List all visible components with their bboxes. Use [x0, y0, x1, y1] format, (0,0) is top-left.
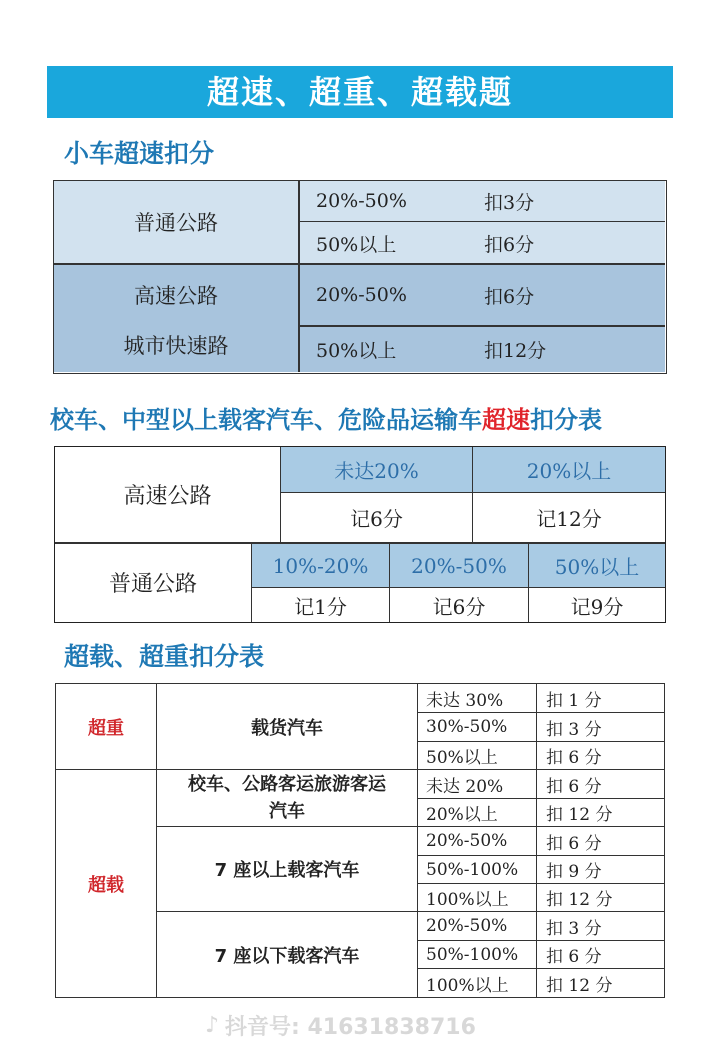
range-cell: 20%-50% [426, 916, 508, 936]
points-cell: 扣 6 分 [546, 833, 602, 854]
points-cell: 扣 3 分 [546, 719, 602, 740]
school-bus-speeding-table [54, 446, 666, 623]
label-ordinary-road: 普通公路 [108, 572, 197, 597]
section1-title: 小车超速扣分 [64, 139, 215, 168]
points-cell: 扣 12 分 [546, 805, 613, 825]
range-cell: 30%-50% [426, 717, 508, 737]
value-cell: 记12分 [536, 507, 602, 531]
value-cell: 记6分 [350, 507, 403, 531]
vehicle-school-bus: 校车、公路客运旅游客运 汽车 [188, 774, 386, 822]
points-cell: 扣3分 [484, 191, 535, 214]
range-cell: 未达 20% [426, 776, 504, 797]
range-cell: 20%以上 [426, 805, 498, 825]
points-cell: 扣 6 分 [546, 947, 602, 967]
header-cell: 20%-50% [411, 553, 507, 578]
vehicle-truck: 载货汽车 [251, 717, 323, 739]
label-overload: 超载 [88, 874, 124, 896]
vehicle-7-seat-plus: 7 座以上载客汽车 [214, 860, 360, 881]
points-cell: 扣6分 [484, 285, 535, 308]
header-cell: 20%以上 [526, 459, 612, 483]
points-cell: 扣12分 [484, 339, 547, 362]
label-ordinary-road: 普通公路 [134, 211, 218, 235]
header-cell: 未达20% [334, 459, 419, 483]
points-cell: 扣 12 分 [546, 890, 613, 910]
label-highway: 高速公路 [134, 284, 218, 308]
range-cell: 20%-50% [426, 831, 508, 851]
value-cell: 记1分 [294, 594, 347, 619]
vehicle-7-seat-minus: 7 座以下载客汽车 [214, 945, 360, 967]
label-overweight: 超重 [88, 717, 124, 739]
range-cell: 50%以上 [316, 233, 397, 256]
range-cell: 20%-50% [316, 190, 407, 212]
points-cell: 扣 1 分 [546, 690, 602, 711]
range-cell: 未达 30% [426, 690, 504, 711]
points-cell: 扣6分 [484, 233, 535, 256]
watermark [205, 1008, 535, 1042]
overload-overweight-table [55, 683, 665, 998]
label-highway: 高速公路 [123, 484, 212, 509]
value-cell: 记9分 [570, 594, 624, 619]
range-cell: 50%-100% [426, 859, 519, 880]
points-cell: 扣 6 分 [546, 776, 602, 797]
points-cell: 扣 6 分 [546, 748, 602, 768]
range-cell: 50%以上 [316, 339, 397, 362]
range-cell: 20%-50% [316, 284, 407, 306]
range-cell: 100%以上 [426, 890, 509, 910]
section3-title: 超载、超重扣分表 [64, 642, 265, 671]
section2-title: 校车、中型以上载客汽车、危险品运输车超速扣分表 [50, 406, 602, 434]
points-cell: 扣 12 分 [546, 975, 613, 996]
header-cell: 50%以上 [554, 555, 640, 579]
page-title-banner: 超速、超重、超载题 [47, 66, 673, 118]
watermark-text: 抖音号: 41631838716 [225, 1014, 476, 1040]
tiktok-icon: ♪ [205, 1012, 220, 1038]
header-cell: 10%-20% [272, 553, 369, 578]
label-city-expressway: 城市快速路 [123, 334, 229, 358]
value-cell: 记6分 [432, 594, 486, 619]
range-cell: 50%以上 [426, 748, 498, 768]
range-cell: 100%以上 [426, 975, 509, 996]
car-speeding-table [53, 180, 667, 374]
points-cell: 扣 9 分 [546, 862, 602, 882]
points-cell: 扣 3 分 [546, 918, 602, 939]
range-cell: 50%-100% [426, 944, 519, 965]
